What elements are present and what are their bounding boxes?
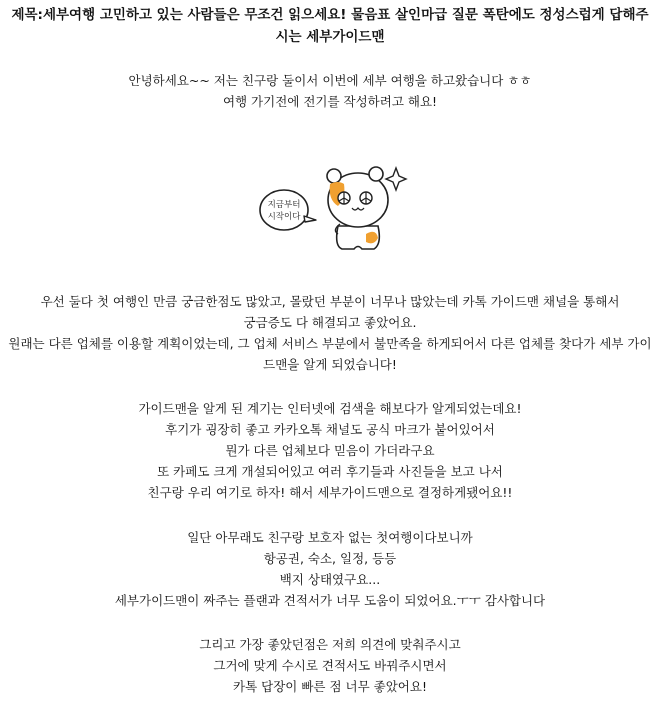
text-line: 우선 둘다 첫 여행인 만큼 궁금한점도 많았고, 몰랐던 부분이 너무나 많았는데 카톡 가이드맨 채널을 통해서 [40,294,620,309]
text-line: 뭔가 다른 업체보다 믿음이 가더라구요 [225,443,435,458]
paragraph-4 [0,634,660,697]
text-line: 세부가이드맨이 짜주는 플랜과 견적서가 너무 도움이 되었어요.ㅜㅜ 감사합니다 [114,593,546,608]
sticker-text-2: 시작이다 [267,212,301,222]
text-line: 그거에 맞게 수시로 견적서도 바꿔주시면서 [213,658,447,673]
text-line: 백지 상태였구요... [279,572,381,587]
text-line: 카톡 답장이 빠른 점 너무 좋았어요! [233,679,427,694]
text-line: 그리고 가장 좋았던점은 저희 의견에 맞춰주시고 [199,637,461,652]
text-line: 친구랑 우리 여기로 하자! 해서 세부가이드맨으로 결정하게됐어요!! [147,485,513,500]
intro-paragraph [0,70,660,112]
text-line: 가이드맨을 알게 된 계기는 인터넷에 검색을 해보다가 알게되었는데요! [138,401,522,416]
text-line: 안녕하세요~~ 저는 친구랑 둘이서 이번에 세부 여행을 하고왔습니다 ㅎㅎ [128,73,532,88]
text-line: 여행 가기전에 전기를 작성하려고 해요! [222,94,438,109]
text-line: 원래는 다른 업체를 이용할 계획이었는데, 그 업체 서비스 부분에서 불만족을 하게되어서 다른 업체를 찾다가 세부 가이 [8,336,652,351]
sparkle-icon [386,168,406,190]
sticker-text-1: 지금부터 [267,200,301,210]
text-line: 일단 아무래도 친구랑 보호자 없는 첫여행이다보니까 [187,530,473,545]
paragraph-1 [0,291,660,375]
text-line: 또 카페도 크게 개설되어있고 여러 후기들과 사진들을 보고 나서 [157,464,503,479]
text-line: 궁금증도 다 해결되고 좋았어요. [243,315,417,330]
paragraph-3 [0,527,660,611]
hamster-sticker-icon [258,154,408,254]
speech-bubble [260,190,316,230]
post-title: 제목:세부여행 고민하고 있는 사람들은 무조건 읽으세요! 물음표 살인마급 질문 폭탄에도 정성스럽게 답해주시는 세부가이드맨 [11,7,649,45]
text-line: 후기가 굉장히 좋고 카카오톡 채널도 공식 마크가 붙어있어서 [165,422,495,437]
hamster-character [327,167,388,249]
text-line: 항공권, 숙소, 일정, 등등 [263,551,397,566]
text-line: 드맨을 알게 되었습니다! [263,357,397,372]
paragraph-2 [0,398,660,503]
